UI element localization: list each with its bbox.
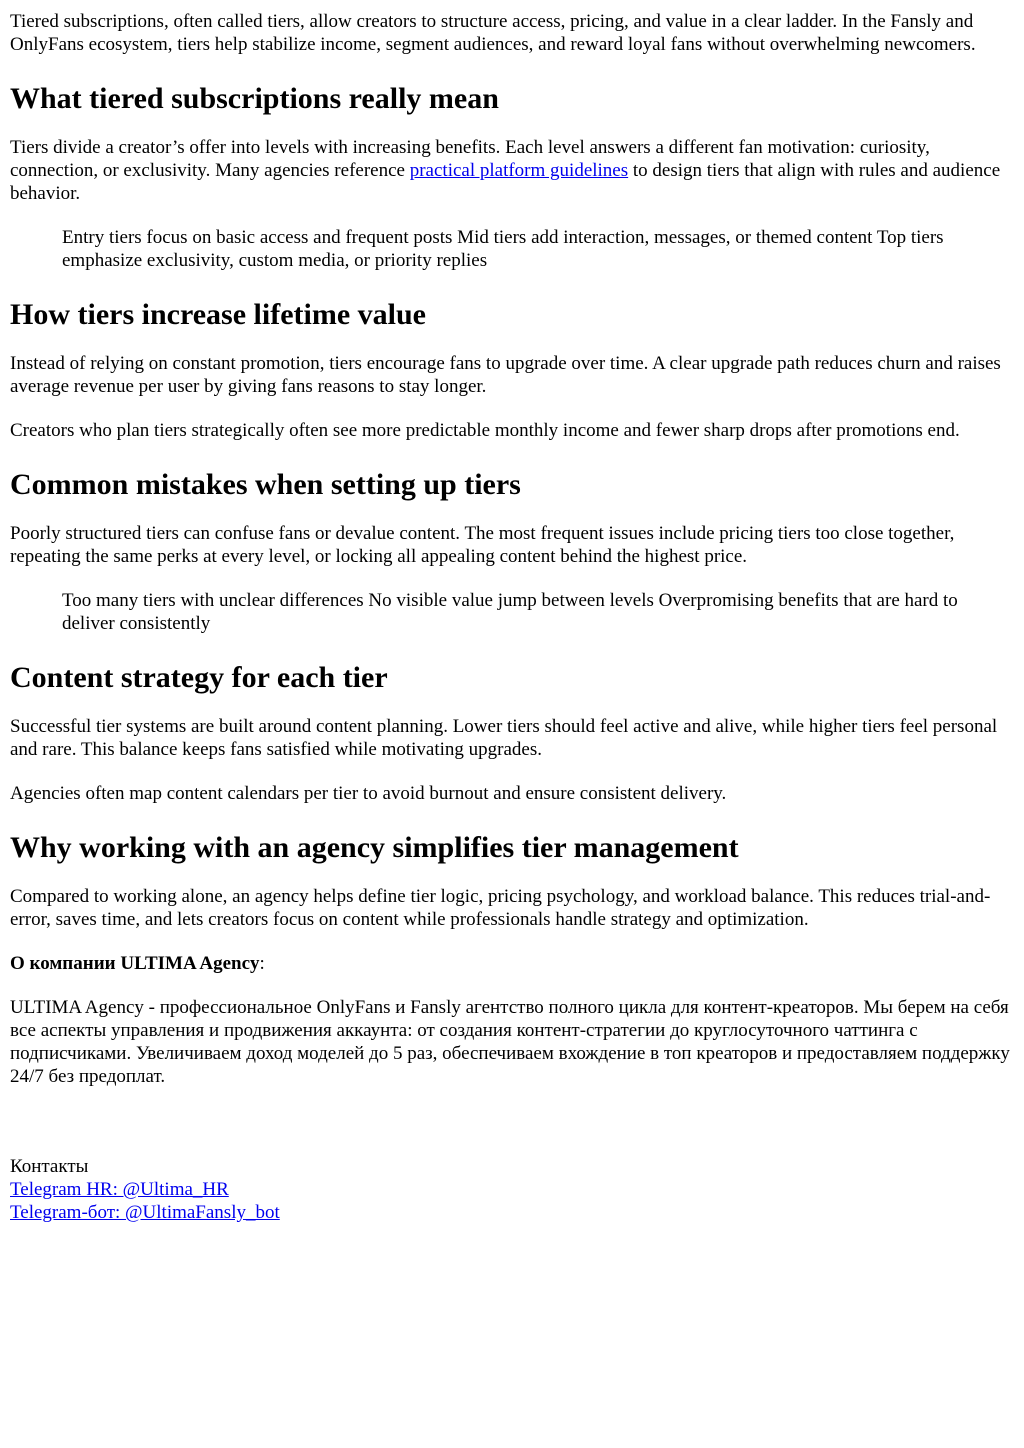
contacts-title: Контакты <box>10 1156 89 1177</box>
telegram-bot-link[interactable]: Telegram-бот: @UltimaFansly_bot <box>10 1202 280 1223</box>
tiers-meaning-text-start: Tiers divide a creator’s offer into levels with increasing benefits. Each level answers a different fan motivation: curiosity, connection, or exclusivity. Many agencies reference <box>10 137 930 181</box>
intro-paragraph: Tiered subscriptions, often called tiers, allow creators to structure access, pricing, and value in a clear ladder. In the Fansly and OnlyFans ecosystem, tiers help stabilize income, segment audiences, and reward loyal fans without overwhelming newcomers. <box>10 11 976 55</box>
about-heading <box>10 952 1014 975</box>
tier-levels-quote: Entry tiers focus on basic access and frequent posts Mid tiers add interaction, messages, or themed content Top tiers emphasize exclusivity, custom media, or priority replies <box>62 227 944 271</box>
about-paragraph: ULTIMA Agency - профессиональное OnlyFans и Fansly агентство полного цикла для контент-креаторов. Мы берем на себя все аспекты управления и продвижения аккаунта: от создания контент-стратегии до круглосуточного чаттинга с подписчиками. Увеличиваем доход моделей до 5 раз, обеспечиваем вхождение в топ креаторов и предоставляем поддержку 24/7 без предоплат. <box>10 997 1010 1087</box>
about-colon: : <box>259 953 265 974</box>
agency-paragraph: Compared to working alone, an agency helps define tier logic, pricing psychology, and workload balance. This reduces trial-and-error, saves time, and lets creators focus on content while professionals handle strategy and optimization. <box>10 886 991 930</box>
contacts-block <box>10 1155 1014 1224</box>
content-strategy-paragraph-2: Agencies often map content calendars per tier to avoid burnout and ensure consistent delivery. <box>10 783 727 804</box>
common-mistakes-paragraph: Poorly structured tiers can confuse fans or devalue content. The most frequent issues include pricing tiers too close together, repeating the same perks at every level, or locking all appealing content behind the highest price. <box>10 523 955 567</box>
common-mistakes-quote: Too many tiers with unclear differences No visible value jump between levels Overpromising benefits that are hard to deliver consistently <box>62 590 958 634</box>
lifetime-value-paragraph-2: Creators who plan tiers strategically often see more predictable monthly income and fewer sharp drops after promotions end. <box>10 420 960 441</box>
lifetime-value-paragraph-1: Instead of relying on constant promotion, tiers encourage fans to upgrade over time. A clear upgrade path reduces churn and raises average revenue per user by giving fans reasons to stay longer. <box>10 353 1001 397</box>
platform-guidelines-link[interactable]: practical platform guidelines <box>409 160 629 181</box>
telegram-hr-link[interactable]: Telegram HR: @Ultima_HR <box>10 1179 229 1200</box>
section-heading-common-mistakes: Common mistakes when setting up tiers <box>10 468 521 501</box>
section-heading-agency: Why working with an agency simplifies tier management <box>10 831 739 864</box>
tiers-meaning-text-end: to design tiers that align with rules and audience behavior. <box>10 160 1001 204</box>
content-strategy-paragraph-1: Successful tier systems are built around content planning. Lower tiers should feel active and alive, while higher tiers feel personal and rare. This balance keeps fans satisfied while motivating upgrades. <box>10 716 998 760</box>
section-heading-lifetime-value: How tiers increase lifetime value <box>10 298 426 331</box>
tiers-meaning-paragraph <box>10 136 1014 205</box>
section-heading-content-strategy: Content strategy for each tier <box>10 661 388 694</box>
section-heading-tiers-meaning: What tiered subscriptions really mean <box>10 82 499 115</box>
about-label: О компании ULTIMA Agency <box>10 953 260 974</box>
